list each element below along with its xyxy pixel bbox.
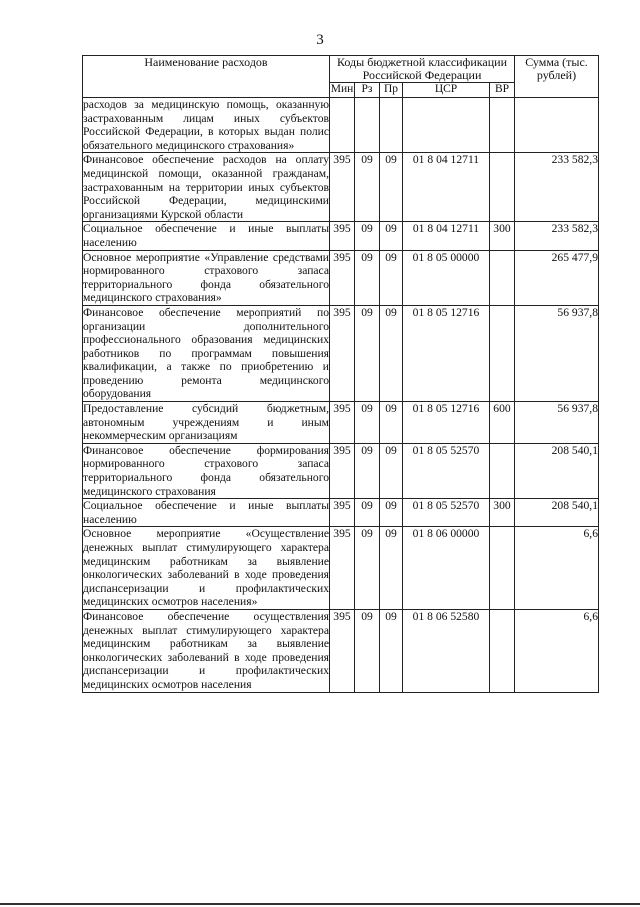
row-pr: 09 [380,499,403,527]
row-min: 395 [330,153,355,222]
row-sum: 56 937,8 [515,305,599,401]
row-sum: 208 540,1 [515,499,599,527]
row-min: 395 [330,527,355,610]
row-csr: 01 8 05 00000 [403,250,490,305]
header-row [83,56,599,83]
header-sum: Сумма (тыс. рублей) [515,56,599,98]
row-min: 395 [330,402,355,444]
header-rz: Рз [355,83,380,98]
row-name: Основное мероприятие «Осуществление денежных выплат стимулирующего характера медицинским работникам за выявление онкологических заболеваний в ходе проведения диспансеризации и профилактических медицинских осмотров населения» [83,527,329,609]
row-sum: 233 582,3 [515,222,599,250]
header-csr: ЦСР [403,83,490,98]
header-name: Наименование расходов [83,56,330,98]
row-rz: 09 [355,499,380,527]
row-vr [490,305,515,401]
row-rz: 09 [355,250,380,305]
row-rz: 09 [355,609,380,692]
row-name: Финансовое обеспечение мероприятий по организации дополнительного профессионального образования медицинских работников по программам повышения квалификации, а также по приобретению и проведению ремонта медицинского оборудования [83,305,329,401]
table-row [83,402,599,444]
row-csr: 01 8 06 00000 [403,527,490,610]
row-name: Социальное обеспечение и иные выплаты населению [83,222,329,249]
row-pr [380,98,403,153]
row-sum [515,98,599,153]
row-csr: 01 8 05 52570 [403,499,490,527]
row-rz [355,98,380,153]
row-sum: 265 477,9 [515,250,599,305]
row-name: Основное мероприятие «Управление средствами нормированного страхового запаса территориального фонда обязательного медицинского страхования» [83,250,329,305]
row-name: Предоставление субсидий бюджетным, автономным учреждениям и иным некоммерческим организациям [83,402,329,443]
row-vr: 600 [490,402,515,444]
table-row [83,499,599,527]
row-vr [490,153,515,222]
table-row [83,153,599,222]
row-pr: 09 [380,222,403,250]
table-row [83,527,599,610]
row-vr [490,527,515,610]
row-sum: 6,6 [515,609,599,692]
table-row [83,609,599,692]
table-row [83,443,599,498]
row-csr: 01 8 04 12711 [403,222,490,250]
row-csr: 01 8 04 12711 [403,153,490,222]
row-csr: 01 8 05 12716 [403,402,490,444]
row-csr: 01 8 05 52570 [403,443,490,498]
row-pr: 09 [380,443,403,498]
row-sum: 56 937,8 [515,402,599,444]
row-min: 395 [330,305,355,401]
row-name: Финансовое обеспечение осуществления денежных выплат стимулирующего характера медицинским работникам за выявление онкологических заболеваний в ходе проведения диспансеризации и профилактических медицинских осмотров населения [83,609,329,691]
row-min: 395 [330,250,355,305]
row-rz: 09 [355,153,380,222]
header-pr: Пр [380,83,403,98]
row-min: 395 [330,609,355,692]
table-row [83,98,599,153]
header-vr: ВР [490,83,515,98]
row-min: 395 [330,499,355,527]
table-row [83,250,599,305]
row-pr: 09 [380,250,403,305]
budget-table [82,55,599,693]
row-csr: 01 8 06 52580 [403,609,490,692]
row-csr [403,98,490,153]
row-pr: 09 [380,305,403,401]
page-bottom-rule [0,903,640,905]
row-vr: 300 [490,499,515,527]
table-row [83,305,599,401]
row-rz: 09 [355,402,380,444]
row-sum: 233 582,3 [515,153,599,222]
row-pr: 09 [380,402,403,444]
row-pr: 09 [380,527,403,610]
row-name: Финансовое обеспечение расходов на оплату медицинской помощи, оказанной гражданам, застрахованным на территории иных субъектов Российской Федерации, медицинскими организациями Курской области [83,153,329,221]
row-vr: 300 [490,222,515,250]
row-min [330,98,355,153]
row-pr: 09 [380,609,403,692]
row-vr [490,250,515,305]
row-rz: 09 [355,527,380,610]
header-codes: Коды бюджетной классификации Российской Федерации [330,56,515,83]
row-rz: 09 [355,222,380,250]
page-number: 3 [316,32,324,48]
row-min: 395 [330,443,355,498]
row-csr: 01 8 05 12716 [403,305,490,401]
row-name: расходов за медицинскую помощь, оказанную застрахованным лицам иных субъектов Российской Федерации, в которых выдан полис обязательного медицинского страхования» [83,98,329,152]
row-vr [490,443,515,498]
row-min: 395 [330,222,355,250]
row-sum: 6,6 [515,527,599,610]
row-name: Финансовое обеспечение формирования нормированного страхового запаса территориального фонда обязательного медицинского страхования [83,443,329,498]
row-pr: 09 [380,153,403,222]
row-vr [490,609,515,692]
row-rz: 09 [355,305,380,401]
row-sum: 208 540,1 [515,443,599,498]
row-vr [490,98,515,153]
table-row [83,222,599,250]
header-min: Мин [330,83,355,98]
row-name: Социальное обеспечение и иные выплаты населению [83,499,329,526]
row-rz: 09 [355,443,380,498]
